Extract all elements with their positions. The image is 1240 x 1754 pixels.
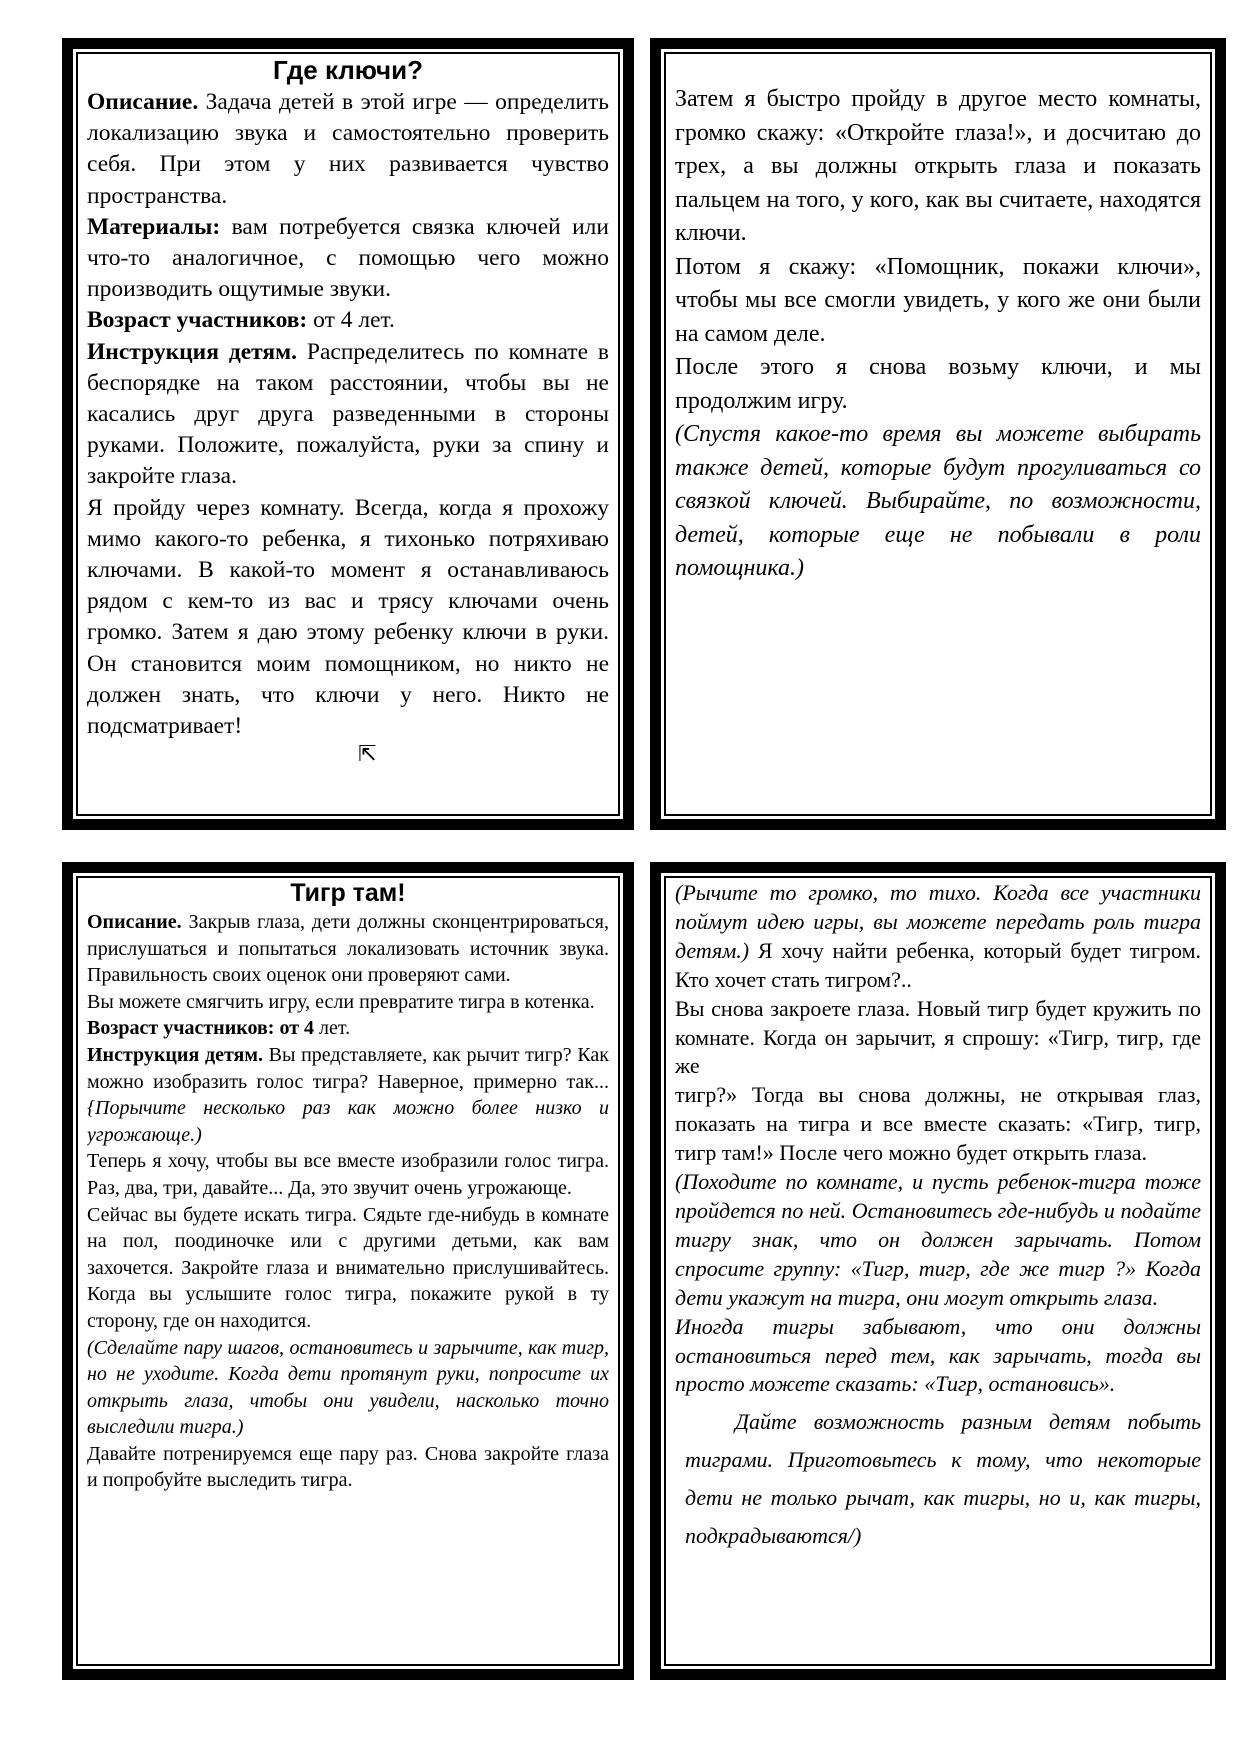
paragraph — [675, 418, 1201, 586]
italic-note: (Походите по комнате, и пусть ребенок-тигра тоже пройдется по ней. Остановитесь где-нибудь и подайте тигру знак, что он должен зарычать. Потом спросите группу: «Тигр, тигр, где же тигр ?» Когда дети укажут на тигра, они могут открыть глаза. — [675, 1169, 1201, 1310]
text-segment: Теперь я хочу, чтобы вы все вместе изобразили голос тигра. Раз, два, три, давайте... Да, это звучит очень угрожающе. — [87, 1150, 609, 1199]
paragraph — [675, 1081, 1201, 1168]
bold-label: Описание. — [87, 89, 199, 115]
paragraph — [87, 989, 609, 1016]
paragraph — [675, 1168, 1201, 1313]
paragraph — [675, 1403, 1201, 1555]
bold-label: Описание. — [87, 911, 182, 933]
paragraph — [87, 1202, 609, 1335]
card-body — [87, 87, 609, 742]
text-segment: Закрыв глаза, дети должны сконцентрироваться, прислушаться и попытаться локализовать источник звука. Правильность своих оценок они проверяют сами. — [87, 911, 609, 987]
bold-label: Материалы: — [87, 213, 221, 240]
text-segment: Затем я быстро пройду в другое место комнаты, громко скажу: «Откройте глаза!», и досчитаю до трех, а вы должны открыть глаза и показать пальцем на того, у кого, как вы считаете, находятся ключи. — [675, 86, 1201, 246]
text-segment: Давайте потренируемся еще пару раз. Снова закройте глаза и попробуйте выследить тигра. — [87, 1442, 609, 1492]
card-body — [87, 909, 609, 1494]
paragraph — [675, 83, 1201, 251]
paragraph — [87, 1015, 609, 1042]
paragraph — [675, 351, 1201, 418]
paragraph — [87, 1335, 609, 1441]
bold-label: Инструкция детям. — [87, 1043, 263, 1066]
card-body — [675, 83, 1201, 586]
card-content — [87, 877, 609, 1659]
cursor-arrow-icon: ⇱ — [358, 742, 377, 767]
text-segment: Задача детей в этой игре — определить локализацию звука и самостоятельно проверить себя. При этом у них развивается чувство пространства. — [87, 89, 609, 209]
text-segment: Вы можете смягчить игру, если превратите тигра в котенка. — [87, 990, 595, 1013]
paragraph — [675, 251, 1201, 352]
card-content — [87, 53, 609, 809]
italic-note: (Сделайте пару шагов, остановитесь и зарычите, как тигр, но не уходите. Когда дети протянут руки, попросите их открыть глаза, чтобы они увидели, насколько точно выследили тигра.) — [87, 1336, 609, 1439]
paragraph — [87, 1148, 609, 1201]
text-segment: Распределитесь по комнате в беспорядке на таком расстоянии, чтобы вы не касались друг друга разведенными в стороны руками. Положите, пожалуйста, руки за спину и закройте глаза. — [87, 338, 609, 490]
italic-note: (Спустя какое-то время вы можете выбирать также детей, которые будут прогуливаться со связкой ключей. Выбирайте, по возможности, детей, которые еще не побывали в роли помощника.) — [675, 421, 1201, 581]
card-title: Тигр там! — [290, 879, 406, 907]
text-segment: Я пройду через комнату. Всегда, когда я прохожу мимо какого-то ребенка, я тихонько потряхиваю ключами. В какой-то момент я останавливаюсь рядом с кем-то из вас и трясу ключами очень громко. Затем я даю этому ребенку ключи в руки. Он становится моим помощником, но никто не должен знать, что ключи у него. Никто не подсматривает! — [87, 494, 609, 740]
italic-note: (Рычите то громко, то тихо. Когда все участники поймут идею игры, вы можете передать роль тигра детям.) — [675, 880, 1201, 963]
card-where-are-keys — [62, 38, 634, 830]
text-segment: Я хочу найти ребенка, который будет тигром. Кто хочет стать тигром?.. — [675, 937, 1201, 992]
text-segment: вам потребуется связка ключей или что-то аналогичное, с помощью чего можно производить ощутимые звуки. — [87, 213, 609, 303]
bold-label: Возраст участников: от 4 — [87, 1017, 315, 1040]
text-segment: Вы снова закроете глаза. Новый тигр будет кружить по комнате. Когда он зарычит, я спрошу: «Тигр, тигр, где же — [675, 995, 1201, 1079]
text-segment: Потом я скажу: «Помощник, покажи ключи», чтобы мы все смогли увидеть, у кого же они были на самом деле. — [675, 253, 1201, 347]
paragraph — [87, 1042, 609, 1148]
bold-label: Возраст участников: — [87, 307, 308, 334]
italic-note: Иногда тигры забывают, что они должны остановиться перед тем, как зарычать, тогда вы просто можете сказать: «Тигр, остановись». — [675, 1313, 1201, 1397]
text-segment: лет. — [314, 1017, 351, 1040]
paragraph — [675, 879, 1201, 995]
card-tiger-there — [62, 862, 634, 1680]
paragraph — [87, 212, 609, 306]
paragraph — [675, 1313, 1201, 1400]
card-body — [675, 879, 1201, 1555]
text-segment: Сейчас вы будете искать тигра. Сядьте где-нибудь в комнате на пол, поодиночке или с другими детьми, как вам захочется. Закройте глаза и внимательно прислушивайтесь. Когда вы услышите голос тигра, покажите рукой в ту сторону, где он находится. — [87, 1203, 609, 1332]
italic-note: {Порычите несколько раз как можно более низко и угрожающе.) — [87, 1097, 609, 1146]
text-segment: тигр?» Тогда вы снова должны, не открывая глаз, показать на тигра и все вместе сказать: «Тигр, тигр, тигр там!» После чего можно будет открыть глаза. — [675, 1082, 1201, 1166]
italic-note: Дайте возможность разным детям побыть тиграми. Приготовьтесь к тому, что некоторые дети не только рычат, как тигры, но и, как тигры, подкрадываются/) — [685, 1409, 1201, 1549]
text-segment: После этого я снова возьму ключи, и мы продолжим игру. — [675, 354, 1201, 414]
bold-label: Инструкция детям. — [87, 338, 297, 365]
paragraph — [87, 493, 609, 743]
paragraph — [87, 1441, 609, 1494]
paragraph — [87, 909, 609, 989]
text-segment: от 4 лет. — [307, 307, 395, 334]
paragraph — [87, 87, 609, 212]
card-content — [675, 879, 1201, 1659]
text-segment: Вы представляете, как рычит тигр? Как можно изобразить голос тигра? Наверное, примерно так... — [87, 1043, 609, 1093]
paragraph — [675, 995, 1201, 1082]
paragraph — [87, 305, 609, 336]
card-content — [675, 83, 1201, 809]
paragraph — [87, 337, 609, 493]
card-where-are-keys-continued — [650, 38, 1226, 830]
card-title: Где ключи? — [273, 55, 423, 85]
card-tiger-there-continued — [650, 862, 1226, 1680]
